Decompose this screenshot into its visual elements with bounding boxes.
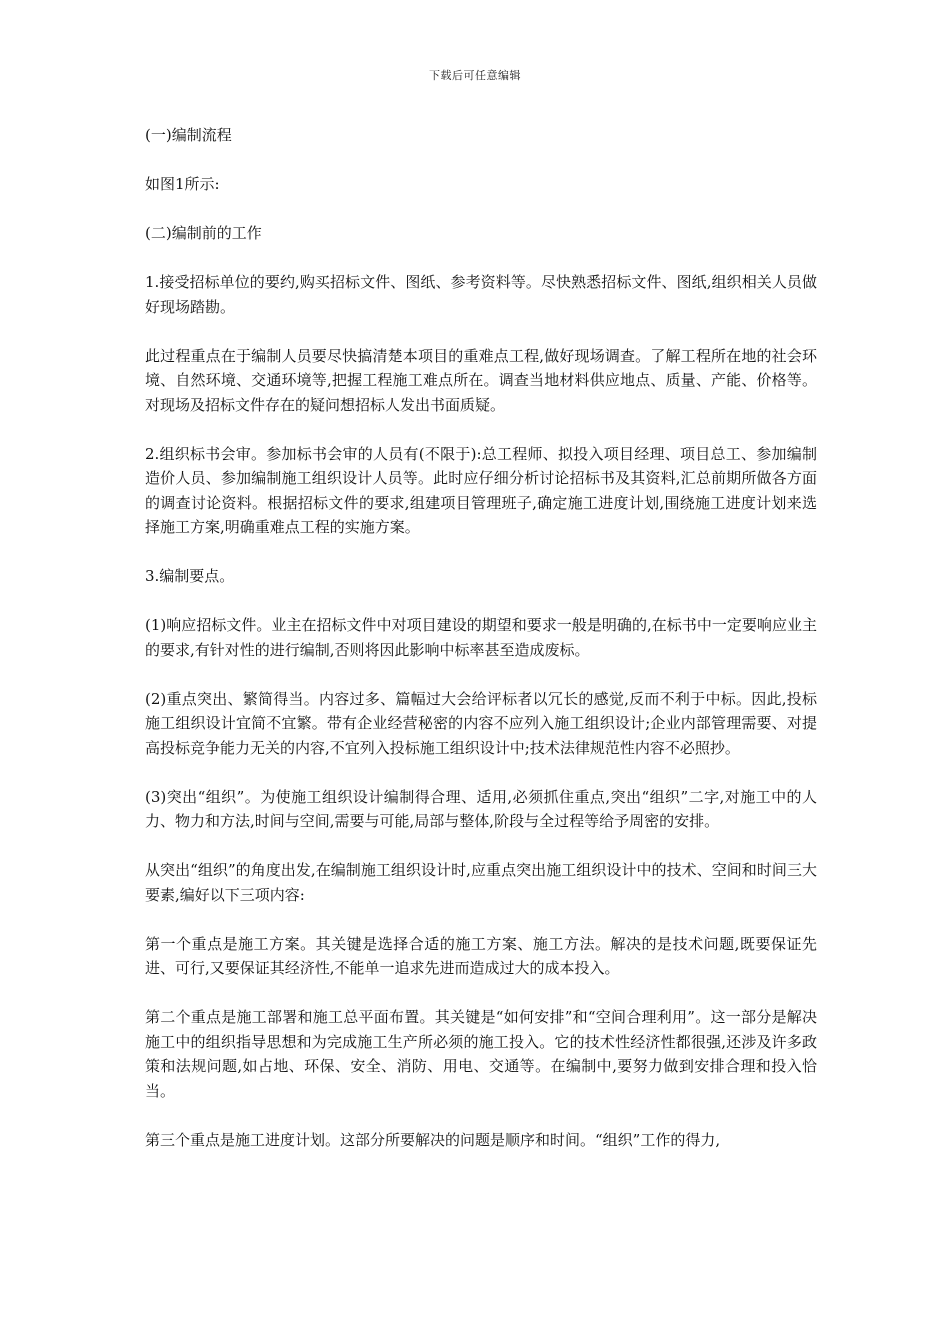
- paragraph-point-2: (2)重点突出、繁简得当。内容过多、篇幅过大会给评标者以冗长的感觉,反而不利于中标。因此,投标施工组织设计宜简不宜繁。带有企业经营秘密的内容不应列入施工组织设计;企业内部管理需要、对提高投标竞争能力无关的内容,不宜列入投标施工组织设计中;技术法律规范性内容不必照抄。: [145, 689, 817, 757]
- document-body: [145, 123, 817, 1177]
- paragraph-focus-2: 第二个重点是施工部署和施工总平面布置。其关键是“如何安排”和“空间合理利用”。这一部分是解决施工中的组织指导思想和为完成施工生产所必须的施工投入。它的技术性经济性都很强,还涉及许多政策和法规问题,如占地、环保、安全、消防、用电、交通等。在编制中,要努力做到安排合理和投入恰当。: [145, 1008, 817, 1100]
- paragraph-step-2: 2.组织标书会审。参加标书会审的人员有(不限于):总工程师、拟投入项目经理、项目总工、参加编制造价人员、参加编制施工组织设计人员等。此时应仔细分析讨论招标书及其资料,汇总前期所做各方面的调查讨论资料。根据招标文件的要求,组建项目管理班子,确定施工进度计划,围绕施工进度计划来选择施工方案,明确重难点工程的实施方案。: [145, 444, 817, 536]
- section-heading-process: (一)编制流程: [145, 126, 232, 144]
- paragraph-step-1: 1.接受招标单位的要约,购买招标文件、图纸、参考资料等。尽快熟悉招标文件、图纸,组织相关人员做好现场踏勘。: [145, 273, 817, 316]
- paragraph-point-1: (1)响应招标文件。业主在招标文件中对项目建设的期望和要求一般是明确的,在标书中一定要响应业主的要求,有针对性的进行编制,否则将因此影响中标率甚至造成废标。: [145, 616, 817, 659]
- paragraph-point-3: (3)突出“组织”。为使施工组织设计编制得合理、适用,必须抓住重点,突出“组织”二字,对施工中的人力、物力和方法,时间与空间,需要与可能,局部与整体,阶段与全过程等给予周密的安排。: [145, 787, 817, 830]
- section-heading-preparation: (二)编制前的工作: [145, 224, 262, 242]
- paragraph-focus-1: 第一个重点是施工方案。其关键是选择合适的施工方案、施工方法。解决的是技术问题,既要保证先进、可行,又要保证其经济性,不能单一追求先进而造成过大的成本投入。: [145, 934, 817, 977]
- paragraph-step-1-detail: 此过程重点在于编制人员要尽快搞清楚本项目的重难点工程,做好现场调查。了解工程所在地的社会环境、自然环境、交通环境等,把握工程施工难点所在。调查当地材料供应地点、质量、产能、价格等。对现场及招标文件存在的疑问想招标人发出书面质疑。: [145, 346, 817, 414]
- header-note: 下载后可任意编辑: [429, 69, 521, 82]
- paragraph-organization-intro: 从突出“组织”的角度出发,在编制施工组织设计时,应重点突出施工组织设计中的技术、空间和时间三大要素,编好以下三项内容:: [145, 861, 817, 904]
- paragraph-focus-3: 第三个重点是施工进度计划。这部分所要解决的问题是顺序和时间。“组织”工作的得力,: [145, 1130, 721, 1149]
- figure-reference: 如图1所示:: [145, 175, 220, 193]
- paragraph-step-3: 3.编制要点。: [145, 567, 235, 585]
